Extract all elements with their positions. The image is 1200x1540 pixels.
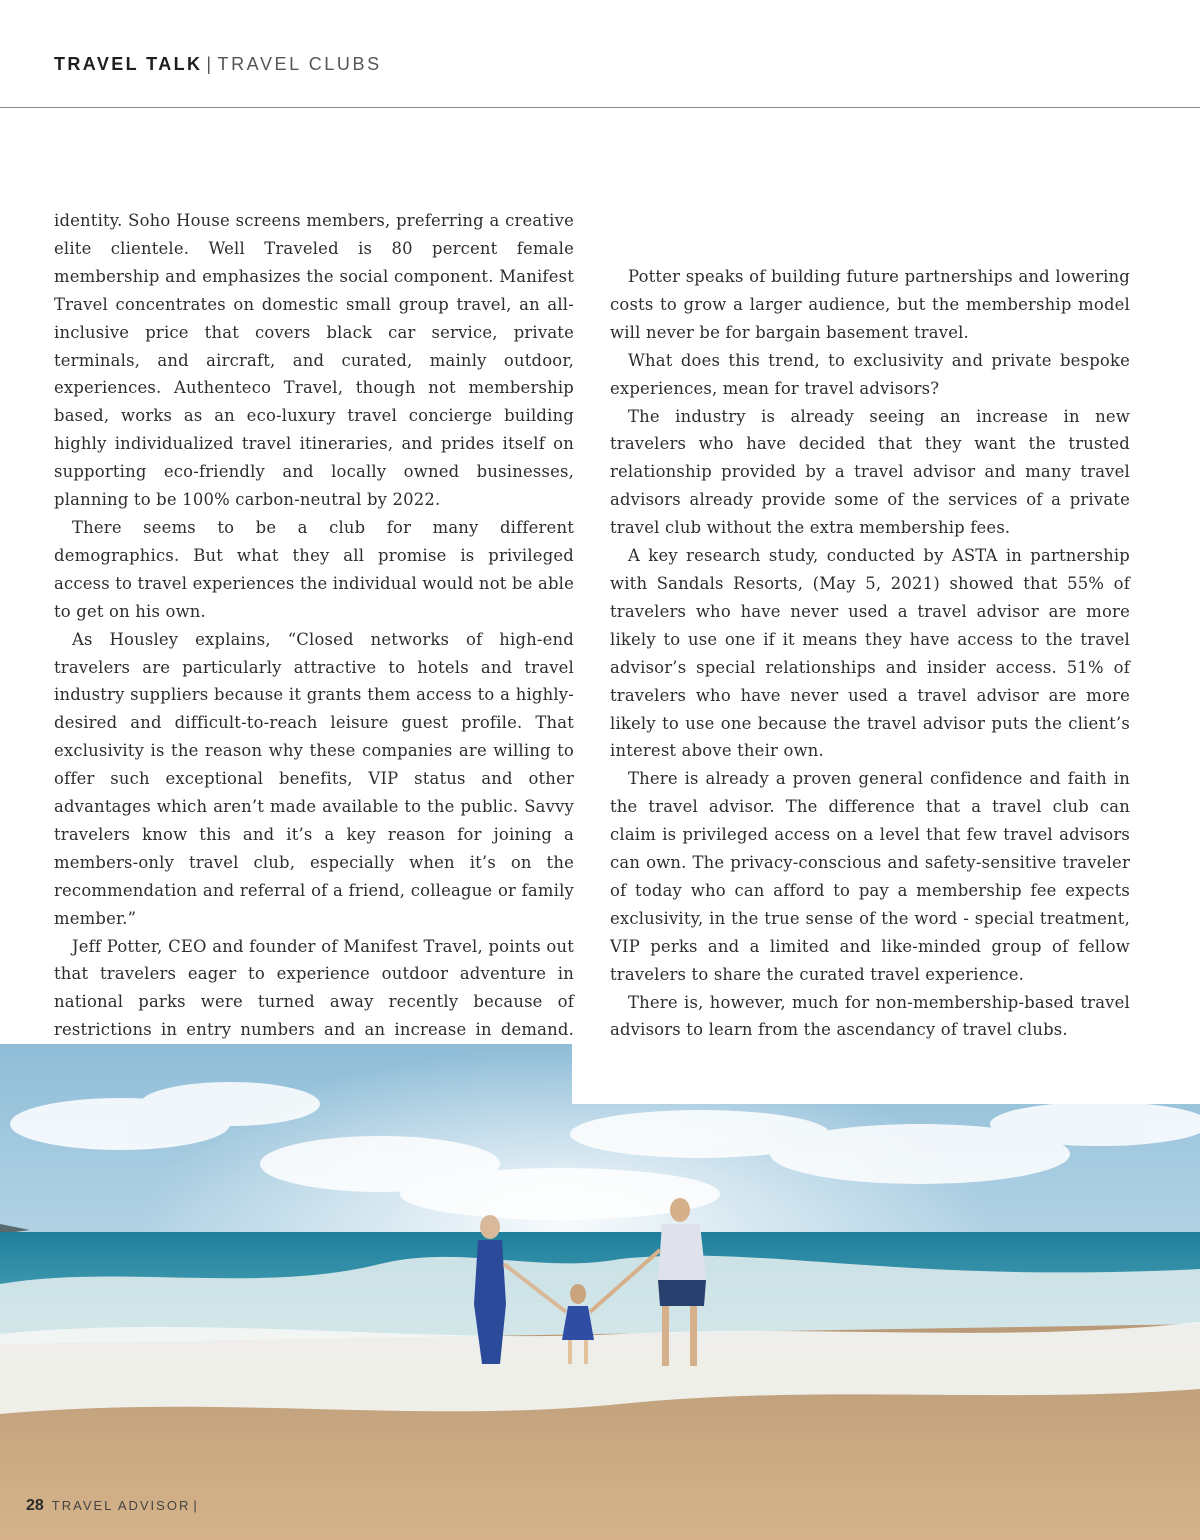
article-column-left bbox=[54, 207, 574, 1100]
article-column-right bbox=[610, 263, 1130, 1100]
paragraph: As Housley explains, “Closed networks of high-end travelers are particularly attractive to hotels and travel industry suppliers because it grants them access to a highly-desired and difficult-to-reach leisure guest profile. That exclusivity is the reason why these companies are willing to offer such exceptional benefits, VIP status and other advantages which aren’t made available to the public. Savvy travelers know this and it’s a key reason for joining a members-only travel club, especially when it’s on the recommendation and referral of a friend, colleague or family member.” bbox=[54, 629, 574, 928]
paragraph: There is already a proven general confidence and faith in the travel advisor. The difference that a travel club can claim is privileged access on a level that few travel advisors can own. The privacy-conscious and safety-sensitive traveler of today who can afford to pay a membership fee expects exclusivity, in the true sense of the word - special treatment, VIP perks and a limited and like-minded group of fellow travelers to share the curated travel experience. bbox=[610, 769, 1130, 984]
paragraph: There seems to be a club for many different demographics. But what they all promise is privileged access to travel experiences the individual would not be able to get on his own. bbox=[54, 517, 574, 621]
paragraph: The industry is already seeing an increase in new travelers who have decided that they want the trusted relationship provided by a travel advisor and many travel advisors already provide some of the services of a private travel club without the extra membership fees. bbox=[610, 406, 1130, 538]
paragraph: Jeff Potter, CEO and founder of Manifest Travel, points out that travelers eager to experience outdoor adventure in national parks were turned away recently because of restrictions in entry numbers and an increase in demand. bbox=[54, 936, 574, 1040]
footer-separator: | bbox=[193, 1498, 197, 1513]
paragraph: There is, however, much for non-membership-based travel advisors to learn from the ascendancy of travel clubs. bbox=[610, 992, 1130, 1040]
publication-name: TRAVEL ADVISOR bbox=[51, 1498, 191, 1513]
section-name: TRAVEL TALK bbox=[54, 54, 203, 74]
paragraph: What does this trend, to exclusivity and private bespoke experiences, mean for travel advisors? bbox=[610, 350, 1130, 398]
page-footer bbox=[26, 1497, 197, 1515]
subsection-name: TRAVEL CLUBS bbox=[217, 54, 382, 74]
header-separator: | bbox=[206, 54, 214, 74]
beach-family-photo bbox=[0, 1044, 1200, 1540]
photo-corner-notch bbox=[572, 1040, 1200, 1104]
paragraph: Potter speaks of building future partnerships and lowering costs to grow a larger audience, but the membership model will never be for bargain basement travel. bbox=[610, 267, 1130, 342]
paragraph: identity. Soho House screens members, preferring a creative elite clientele. Well Traveled is 80 percent female membership and emphasizes the social component. Manifest Travel concentrates on domestic small group travel, an all-inclusive price that covers black car service, private terminals, and aircraft, and curated, mainly outdoor, experiences. Authenteco Travel, though not membership based, works as an eco-luxury travel concierge building highly individualized travel itineraries, and prides itself on supporting eco-friendly and locally owned businesses, planning to be 100% carbon-neutral by 2022. bbox=[54, 211, 574, 510]
page-number: 28 bbox=[26, 1497, 44, 1514]
section-label bbox=[54, 54, 382, 75]
page-header bbox=[0, 0, 1200, 108]
beach-illustration bbox=[0, 1044, 1200, 1540]
paragraph: A key research study, conducted by ASTA in partnership with Sandals Resorts, (May 5, 2021) showed that 55% of travelers who have never used a travel advisor are more likely to use one if it means they have access to the travel advisor’s special relationships and insider access. 51% of travelers who have never used a travel advisor are more likely to use one because the travel advisor puts the client’s interest above their own. bbox=[610, 546, 1130, 761]
